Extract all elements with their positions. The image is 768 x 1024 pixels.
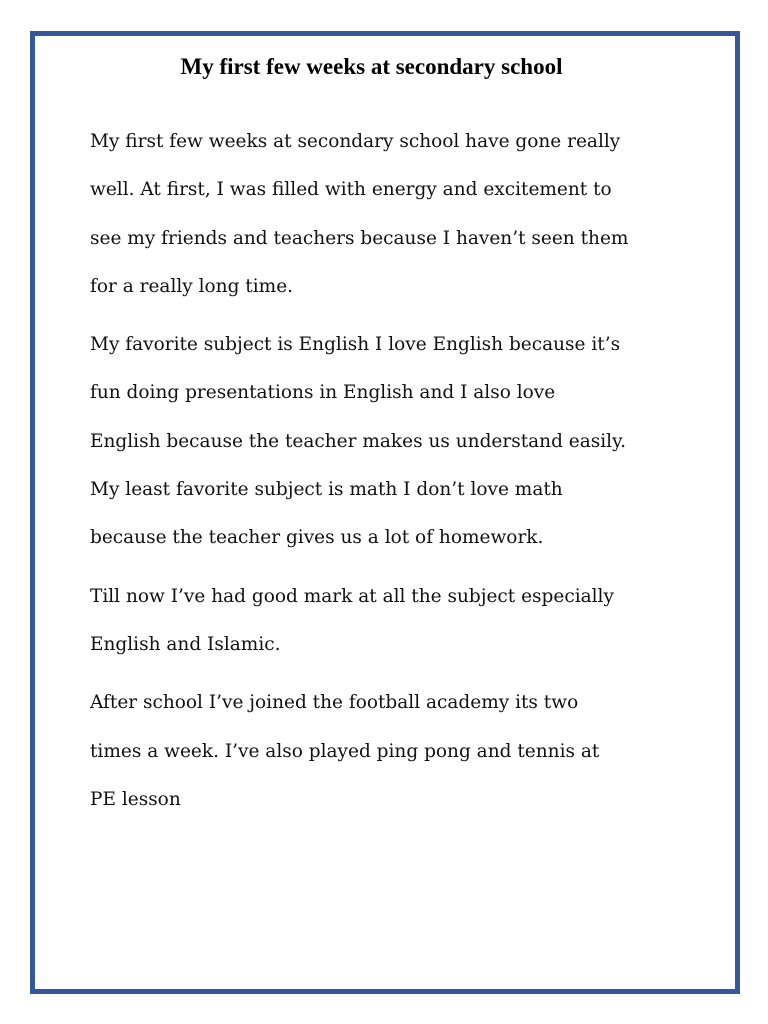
text-line: My favorite subject is English I love English because it’s (90, 334, 621, 356)
text-line: because the teacher gives us a lot of homework. (90, 527, 544, 549)
page-frame (30, 31, 740, 994)
paragraph-arrival (90, 118, 690, 311)
paragraph-marks (90, 573, 690, 670)
document-title: My first few weeks at secondary school (180, 54, 563, 79)
document-body (90, 118, 690, 834)
text-line: well. At first, I was filled with energy and excitement to (90, 179, 612, 201)
text-line: times a week. I’ve also played ping pong and tennis at (90, 740, 600, 762)
text-line: for a really long time. (90, 275, 294, 297)
text-line: My least favorite subject is math I don’t love math (90, 479, 563, 501)
paragraph-subjects (90, 321, 690, 562)
paragraph-activities (90, 679, 690, 824)
text-line: see my friends and teachers because I haven’t seen them (90, 227, 629, 249)
text-line: Till now I’ve had good mark at all the subject especially (90, 585, 614, 607)
text-line: After school I’ve joined the football academy its two (90, 692, 579, 714)
text-line: English because the teacher makes us understand easily. (90, 430, 626, 452)
text-line: PE lesson (90, 788, 181, 810)
text-line: My first few weeks at secondary school have gone really (90, 131, 621, 152)
text-line: English and Islamic. (90, 633, 281, 655)
text-line: fun doing presentations in English and I also love (90, 382, 556, 404)
